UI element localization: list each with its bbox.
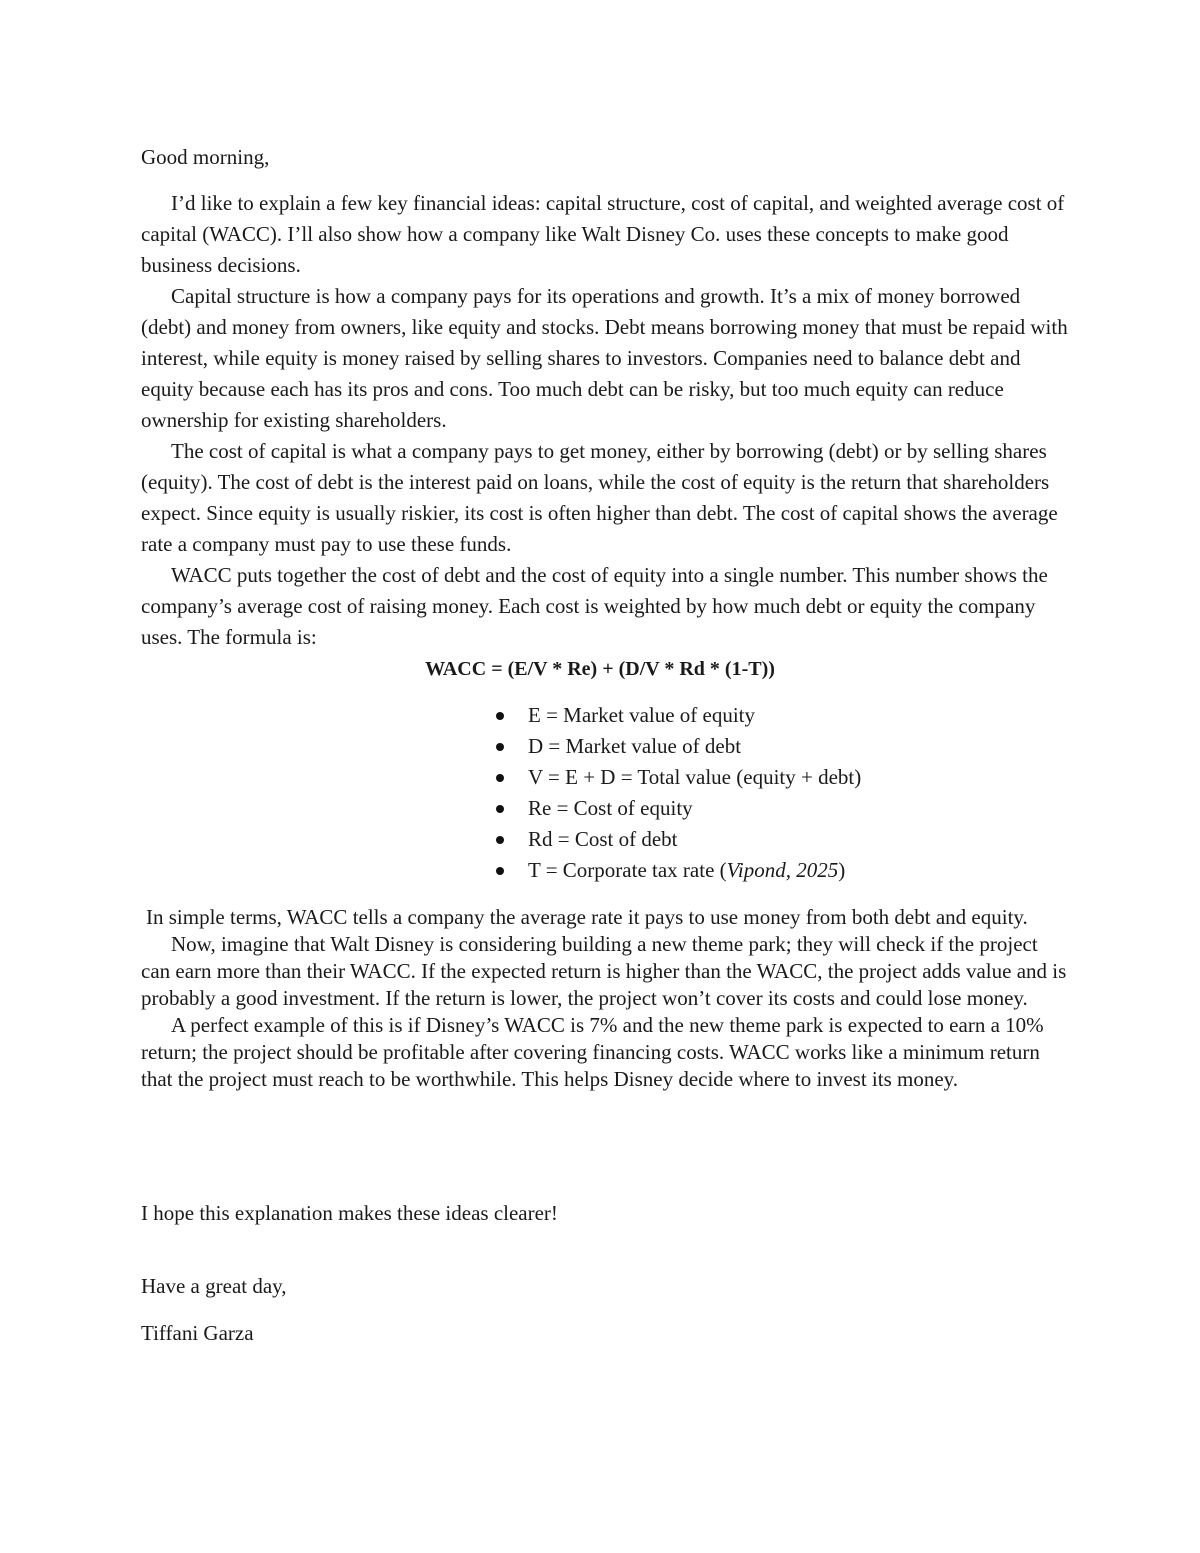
lower-paragraphs <box>141 904 1071 1093</box>
list-item <box>0 824 861 855</box>
definition-text: D = Market value of debt <box>528 734 742 758</box>
bullet-icon <box>496 867 504 875</box>
signature: Tiffani Garza <box>141 1321 254 1345</box>
list-item <box>0 731 861 762</box>
definition-text: Rd = Cost of debt <box>528 827 678 851</box>
definition-text: T = Corporate tax rate ( <box>528 858 727 882</box>
list-item <box>0 793 861 824</box>
bullet-icon <box>496 774 504 782</box>
paragraph-example: A perfect example of this is if Disney’s WACC is 7% and the new theme park is expected to earn a 10% return; the project should be profitable after covering financing costs. WACC works like a minimum return that the project must reach to be worthwhile. This helps Disney decide where to invest its money. <box>141 1013 1044 1091</box>
formula-definitions-list <box>0 700 861 886</box>
definition-text: Re = Cost of equity <box>528 796 693 820</box>
list-item <box>0 762 861 793</box>
bullet-icon <box>496 805 504 813</box>
citation: Vipond, 2025 <box>726 858 839 882</box>
sign-off: Have a great day, <box>141 1274 287 1298</box>
citation-close: ) <box>838 858 846 882</box>
paragraph-intro: I’d like to explain a few key financial ideas: capital structure, cost of capital, and weighted average cost of capital (WACC). I’ll also show how a company like Walt Disney Co. uses these concepts to make good business decisions. <box>141 191 1065 277</box>
definition-text: V = E + D = Total value (equity + debt) <box>528 765 862 789</box>
paragraph-summary: In simple terms, WACC tells a company the average rate it pays to use money from both debt and equity. <box>146 905 1028 929</box>
bullet-icon <box>496 743 504 751</box>
paragraph-theme-park: Now, imagine that Walt Disney is considering building a new theme park; they will check if the project can earn more than their WACC. If the expected return is higher than the WACC, the project adds value and is probably a good investment. If the return is lower, the project won’t cover its costs and could lose money. <box>141 932 1067 1010</box>
list-item <box>0 700 861 731</box>
paragraph-cost-of-capital: The cost of capital is what a company pays to get money, either by borrowing (debt) or by selling shares (equity). The cost of debt is the interest paid on loans, while the cost of equity is the return that shareholders expect. Since equity is usually riskier, its cost is often higher than debt. The cost of capital shows the average rate a company must pay to use these funds. <box>141 439 1058 556</box>
body-paragraphs <box>141 188 1071 653</box>
wacc-formula: WACC = (E/V * Re) + (D/V * Rd * (1-T)) <box>425 658 775 680</box>
bullet-icon <box>496 712 504 720</box>
list-item <box>0 855 861 886</box>
definition-text: E = Market value of equity <box>528 703 756 727</box>
paragraph-wacc: WACC puts together the cost of debt and the cost of equity into a single number. This number shows the company’s average cost of raising money. Each cost is weighted by how much debt or equity the company uses. The formula is: <box>141 563 1048 649</box>
greeting: Good morning, <box>141 145 270 169</box>
bullet-icon <box>496 836 504 844</box>
closing-line: I hope this explanation makes these ideas clearer! <box>141 1201 558 1225</box>
paragraph-capital-structure: Capital structure is how a company pays for its operations and growth. It’s a mix of money borrowed (debt) and money from owners, like equity and stocks. Debt means borrowing money that must be repaid with interest, while equity is money raised by selling shares to investors. Companies need to balance debt and equity because each has its pros and cons. Too much debt can be risky, but too much equity can reduce ownership for existing shareholders. <box>141 284 1068 432</box>
